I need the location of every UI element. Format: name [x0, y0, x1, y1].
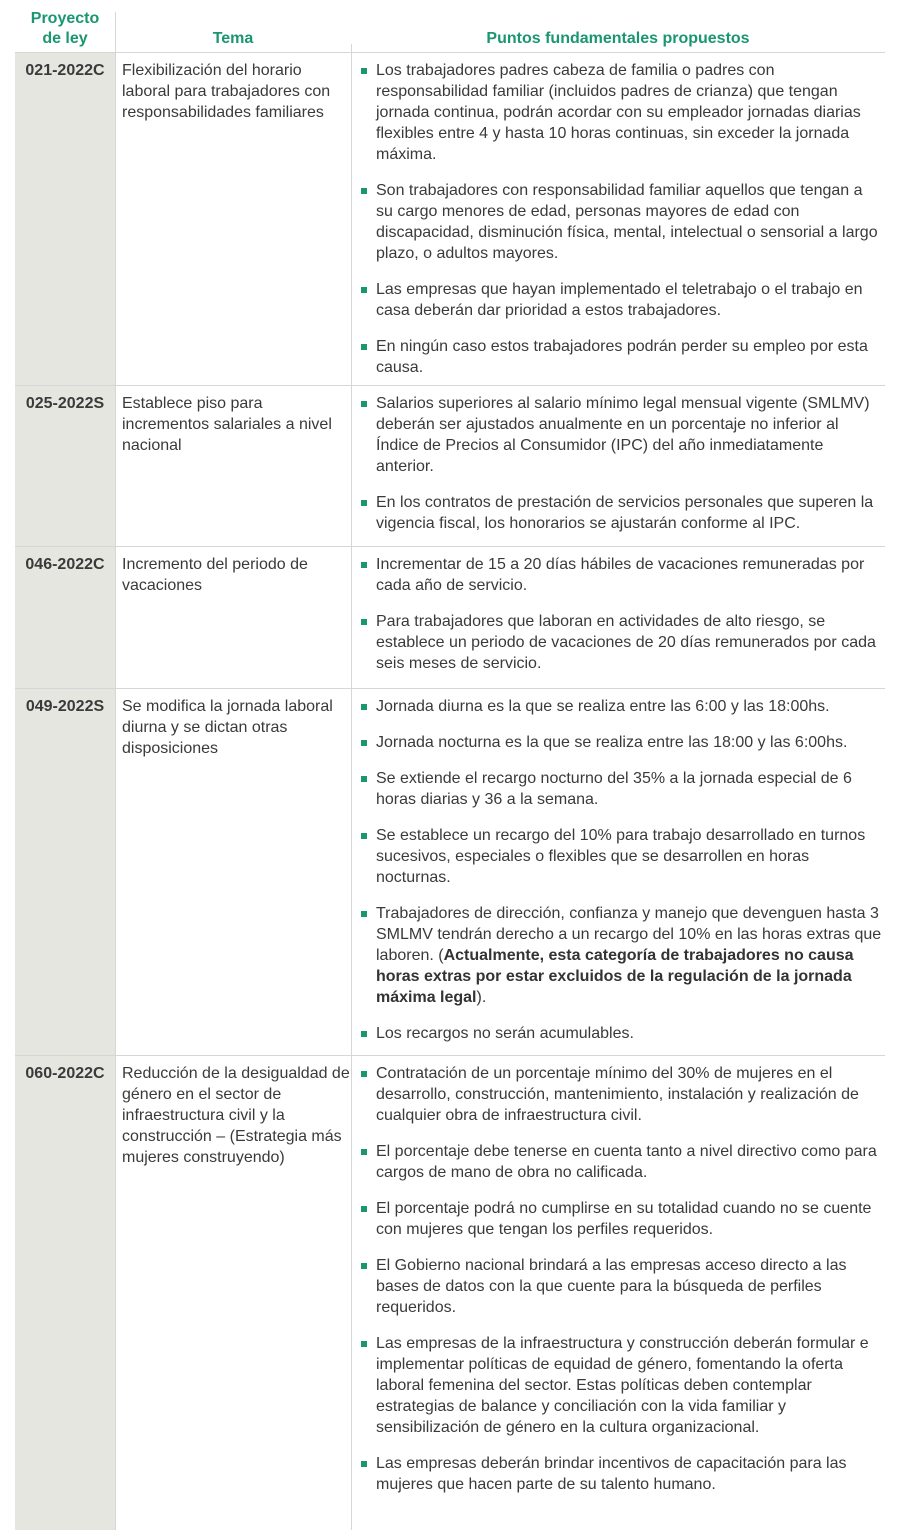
- key-point-text: En ningún caso estos trabajadores podrán perder su empleo por esta causa.: [376, 338, 868, 376]
- key-points-list: [361, 60, 883, 378]
- key-point-text: El Gobierno nacional brindará a las empresas acceso directo a las bases de datos con la que cuente para la búsqueda de perfiles requeridos.: [376, 1257, 847, 1316]
- bullet-square-icon: [361, 1341, 367, 1347]
- table-row: [15, 1055, 885, 1530]
- key-point: [361, 1063, 883, 1126]
- bullet-square-icon: [361, 1071, 367, 1077]
- key-point-text: Los trabajadores padres cabeza de familia o padres con responsabilidad familiar (incluidos padres de crianza) que tengan jornada continua, podrán acordar con su empleador jornadas diarias flexibles entre 4 y hasta 10 horas continuas, sin exceder la jornada máxima.: [376, 62, 861, 163]
- key-point-text: Jornada nocturna es la que se realiza entre las 18:00 y las 6:00hs.: [376, 734, 848, 751]
- bullet-square-icon: [361, 1031, 367, 1037]
- header-proyecto-de-ley: [15, 9, 115, 49]
- bullet-square-icon: [361, 911, 367, 917]
- key-point-text: En los contratos de prestación de servicios personales que superen la vigencia fiscal, los honorarios se ajustarán conforme al IPC.: [376, 494, 874, 532]
- key-point-text: Jornada diurna es la que se realiza entre las 6:00 y las 18:00hs.: [376, 698, 830, 715]
- key-point: [361, 1333, 883, 1438]
- bill-topic: Establece piso para incrementos salariales a nivel nacional: [122, 395, 332, 454]
- key-point-text: Incrementar de 15 a 20 días hábiles de vacaciones remuneradas por cada año de servicio.: [376, 556, 865, 594]
- bullet-square-icon: [361, 188, 367, 194]
- key-points-list: [361, 1063, 883, 1495]
- bullet-square-icon: [361, 619, 367, 625]
- bill-code: 060-2022C: [25, 1065, 105, 1082]
- key-point: [361, 336, 883, 378]
- key-point-text: Salarios superiores al salario mínimo legal mensual vigente (SMLMV) deberán ser ajustados anualmente en un porcentaje no inferior al Índice de Precios al Consumidor (IPC) del año inmediatamente anterior.: [376, 395, 870, 475]
- bill-topic: Reducción de la desigualdad de género en el sector de infraestructura civil y la construcción – (Estrategia más mujeres construyendo): [122, 1065, 350, 1166]
- key-point: [361, 60, 883, 165]
- bill-code: 049-2022S: [25, 698, 105, 715]
- table-row: [15, 688, 885, 1055]
- key-point-text: Contratación de un porcentaje mínimo del 30% de mujeres en el desarrollo, construcción, mantenimiento, instalación y realización de cualquier obra de infraestructura civil.: [376, 1065, 859, 1124]
- bullet-square-icon: [361, 1149, 367, 1155]
- bill-code: 025-2022S: [25, 395, 105, 412]
- key-points-list: [361, 393, 883, 534]
- key-point-text-lead: Trabajadores de dirección, confianza y manejo que devenguen hasta 3 SMLMV tendrán derecho a un recargo del 10% en las horas extras que laboren. (: [376, 905, 882, 964]
- key-point: [361, 1198, 883, 1240]
- table-row: [15, 546, 885, 688]
- key-point-text: Para trabajadores que laboran en actividades de alto riesgo, se establece un periodo de vacaciones de 20 días remunerados por cada seis meses de servicio.: [376, 613, 876, 672]
- key-point: [361, 180, 883, 264]
- bullet-square-icon: [361, 401, 367, 407]
- key-point: [361, 279, 883, 321]
- header-col1-line2: de ley: [42, 30, 88, 47]
- bullet-square-icon: [361, 562, 367, 568]
- bullet-square-icon: [361, 68, 367, 74]
- table-row: [15, 52, 885, 385]
- legislation-table: [15, 0, 885, 1530]
- key-point: [361, 1453, 883, 1495]
- bullet-square-icon: [361, 344, 367, 350]
- key-points-list: [361, 696, 883, 1044]
- bill-topic: Incremento del periodo de vacaciones: [122, 556, 308, 594]
- key-point-text-emphasis: Actualmente, esta categoría de trabajadores no causa horas extras por estar excluidos de la regulación de la jornada máxima legal: [376, 947, 854, 1006]
- key-point-text-close: ).: [476, 989, 487, 1006]
- table-row: [15, 385, 885, 546]
- key-point-text: [376, 905, 881, 1006]
- key-point: [361, 732, 883, 753]
- key-point-text: El porcentaje podrá no cumplirse en su totalidad cuando no se cuente con mujeres que tengan los perfiles requeridos.: [376, 1200, 872, 1238]
- key-point: [361, 768, 883, 810]
- bullet-square-icon: [361, 740, 367, 746]
- key-point-text: El porcentaje debe tenerse en cuenta tanto a nivel directivo como para cargos de mano de obra no calificada.: [376, 1143, 877, 1181]
- key-point: [361, 825, 883, 888]
- header-col1-line1: Proyecto: [30, 10, 100, 27]
- key-point-text: Se establece un recargo del 10% para trabajo desarrollado en turnos sucesivos, especiales o flexibles que se desarrollen en horas nocturnas.: [376, 827, 866, 886]
- key-point: [361, 554, 883, 596]
- key-point-text: Los recargos no serán acumulables.: [376, 1025, 634, 1042]
- header-tema: Tema: [212, 30, 254, 47]
- key-point: [361, 903, 883, 1008]
- bullet-square-icon: [361, 1206, 367, 1212]
- key-point: [361, 611, 883, 674]
- bullet-square-icon: [361, 500, 367, 506]
- key-points-list: [361, 554, 883, 674]
- bullet-square-icon: [361, 833, 367, 839]
- header-puntos: Puntos fundamentales propuestos: [486, 30, 750, 47]
- key-point: [361, 1141, 883, 1183]
- bill-topic: Flexibilización del horario laboral para trabajadores con responsabilidades familiares: [122, 62, 331, 121]
- bullet-square-icon: [361, 1461, 367, 1467]
- key-point-text: Las empresas que hayan implementado el teletrabajo o el trabajo en casa deberán dar prioridad a estos trabajadores.: [376, 281, 863, 319]
- key-point: [361, 696, 883, 717]
- key-point: [361, 492, 883, 534]
- key-point-text: Son trabajadores con responsabilidad familiar aquellos que tengan a su cargo menores de edad, personas mayores de edad con discapacidad, disminución física, mental, intelectual o sensorial a largo plazo, o adultos mayores.: [376, 182, 878, 262]
- bullet-square-icon: [361, 776, 367, 782]
- key-point: [361, 393, 883, 477]
- key-point: [361, 1023, 883, 1044]
- bullet-square-icon: [361, 1263, 367, 1269]
- key-point-text: Las empresas de la infraestructura y construcción deberán formular e implementar políticas de equidad de género, fomentando la oferta laboral femenina del sector. Estas políticas deben contemplar estrategias de balance y conciliación con la vida familiar y sensibilización de género en la cultura organizacional.: [376, 1335, 869, 1436]
- key-point-text: Se extiende el recargo nocturno del 35% a la jornada especial de 6 horas diarias y 36 a la semana.: [376, 770, 852, 808]
- key-point-text: Las empresas deberán brindar incentivos de capacitación para las mujeres que hacen parte de su talento humano.: [376, 1455, 847, 1493]
- bill-code: 046-2022C: [25, 556, 105, 573]
- bill-code: 021-2022C: [25, 62, 105, 79]
- bill-topic: Se modifica la jornada laboral diurna y se dictan otras disposiciones: [122, 698, 333, 757]
- key-point: [361, 1255, 883, 1318]
- bullet-square-icon: [361, 704, 367, 710]
- bullet-square-icon: [361, 287, 367, 293]
